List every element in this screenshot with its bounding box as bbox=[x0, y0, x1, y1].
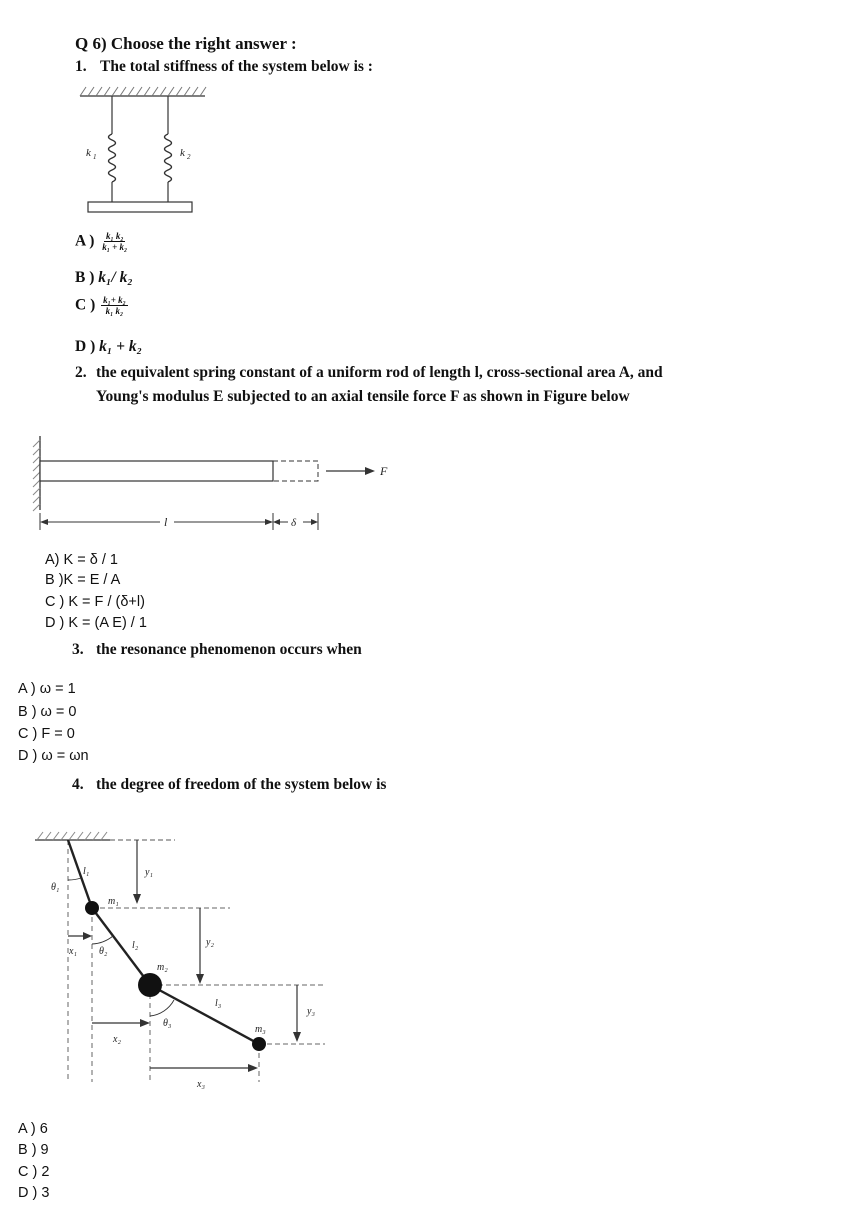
q1-option-c-fraction bbox=[101, 295, 128, 317]
q1-option-b-label: B ) bbox=[75, 269, 95, 286]
q4-text: the degree of freedom of the system below is bbox=[96, 776, 387, 793]
q1-option-a-numerator: k₁ k₂ bbox=[105, 231, 124, 241]
q2-option-a[interactable]: A) K = δ / 1 bbox=[45, 552, 118, 568]
l3-label: l₃ bbox=[215, 998, 222, 1009]
q4-option-d[interactable]: D ) 3 bbox=[18, 1185, 50, 1201]
q3-option-c[interactable]: C ) F = 0 bbox=[18, 726, 75, 742]
q1-option-d[interactable] bbox=[75, 338, 142, 356]
q1-number: 1. bbox=[75, 58, 87, 75]
q4-number: 4. bbox=[72, 776, 84, 793]
q1-option-d-text: k₁ + k₂ bbox=[99, 338, 142, 355]
q1-option-b[interactable] bbox=[75, 269, 133, 287]
question-title: Q 6) Choose the right answer : bbox=[75, 34, 297, 53]
q1-option-d-label: D ) bbox=[75, 338, 96, 355]
rod-extension bbox=[273, 461, 318, 481]
link-3 bbox=[150, 985, 259, 1044]
parallel-springs-figure bbox=[70, 84, 220, 219]
axial-rod-figure bbox=[20, 430, 420, 540]
q2-number: 2. bbox=[75, 364, 87, 381]
y2-label: y₂ bbox=[206, 937, 214, 948]
theta1-label: θ₁ bbox=[51, 882, 60, 893]
x2-label: x₂ bbox=[113, 1034, 121, 1045]
q1-option-a[interactable] bbox=[75, 231, 129, 253]
q2-text-line2: Young's modulus E subjected to an axial tensile force F as shown in Figure below bbox=[96, 388, 630, 405]
m2-label: m₂ bbox=[157, 962, 168, 973]
q1-option-c-numerator: k₁+ k₂ bbox=[103, 295, 126, 305]
k2-label: k bbox=[180, 147, 185, 159]
q1-option-b-text: k₁/ k₂ bbox=[98, 269, 133, 286]
q2-option-c[interactable]: C ) K = F / (δ+l) bbox=[45, 594, 145, 610]
x3-label: x₃ bbox=[197, 1079, 205, 1090]
theta2-label: θ₂ bbox=[99, 946, 108, 957]
k1-sub: 1 bbox=[93, 153, 97, 161]
y1-label: y₁ bbox=[145, 867, 153, 878]
q1-option-a-denominator: k₁ + k₂ bbox=[102, 242, 128, 253]
triple-pendulum-figure bbox=[25, 820, 335, 1100]
q1-option-c-denominator: k₁ k₂ bbox=[105, 306, 124, 317]
x1-label: x₁ bbox=[69, 946, 77, 957]
mass-2 bbox=[138, 973, 162, 997]
q1-text: The total stiffness of the system below is : bbox=[100, 58, 373, 75]
q2-text-line1: the equivalent spring constant of a uniform rod of length l, cross-sectional area A, and bbox=[96, 364, 663, 381]
q3-option-b[interactable]: B ) ω = 0 bbox=[18, 704, 77, 720]
q4-option-b[interactable]: B ) 9 bbox=[18, 1142, 49, 1158]
q1-option-c-label: C ) bbox=[75, 296, 96, 314]
k1-label: k bbox=[86, 147, 91, 159]
q1-option-a-label: A ) bbox=[75, 232, 95, 250]
q3-option-a[interactable]: A ) ω = 1 bbox=[18, 681, 76, 697]
m3-label: m₃ bbox=[255, 1024, 266, 1035]
l1-label: l₁ bbox=[83, 866, 90, 877]
q4-option-c[interactable]: C ) 2 bbox=[18, 1164, 50, 1180]
y3-label: y₃ bbox=[307, 1006, 315, 1017]
q1-option-a-fraction bbox=[100, 231, 129, 253]
k2-sub: 2 bbox=[187, 153, 191, 161]
delta-label: δ bbox=[291, 517, 297, 529]
q2-option-b[interactable]: B )K = E / A bbox=[45, 572, 121, 588]
l2-label: l₂ bbox=[132, 940, 139, 951]
q4-option-a[interactable]: A ) 6 bbox=[18, 1121, 48, 1137]
q2-option-d[interactable]: D ) K = (A E) / 1 bbox=[45, 615, 147, 631]
rod bbox=[40, 461, 273, 481]
q3-option-d[interactable]: D ) ω = ωn bbox=[18, 748, 89, 764]
m1-label: m₁ bbox=[108, 896, 119, 907]
length-label: l bbox=[164, 515, 168, 529]
mass-plate bbox=[88, 202, 192, 212]
q1-option-c[interactable] bbox=[75, 295, 128, 317]
force-label: F bbox=[380, 464, 388, 478]
q3-number: 3. bbox=[72, 641, 84, 658]
spring-k1 bbox=[109, 96, 116, 202]
spring-k2 bbox=[165, 96, 172, 202]
theta3-label: θ₃ bbox=[163, 1018, 172, 1029]
mass-3 bbox=[252, 1037, 266, 1051]
mass-1 bbox=[85, 901, 99, 915]
q3-text: the resonance phenomenon occurs when bbox=[96, 641, 362, 658]
